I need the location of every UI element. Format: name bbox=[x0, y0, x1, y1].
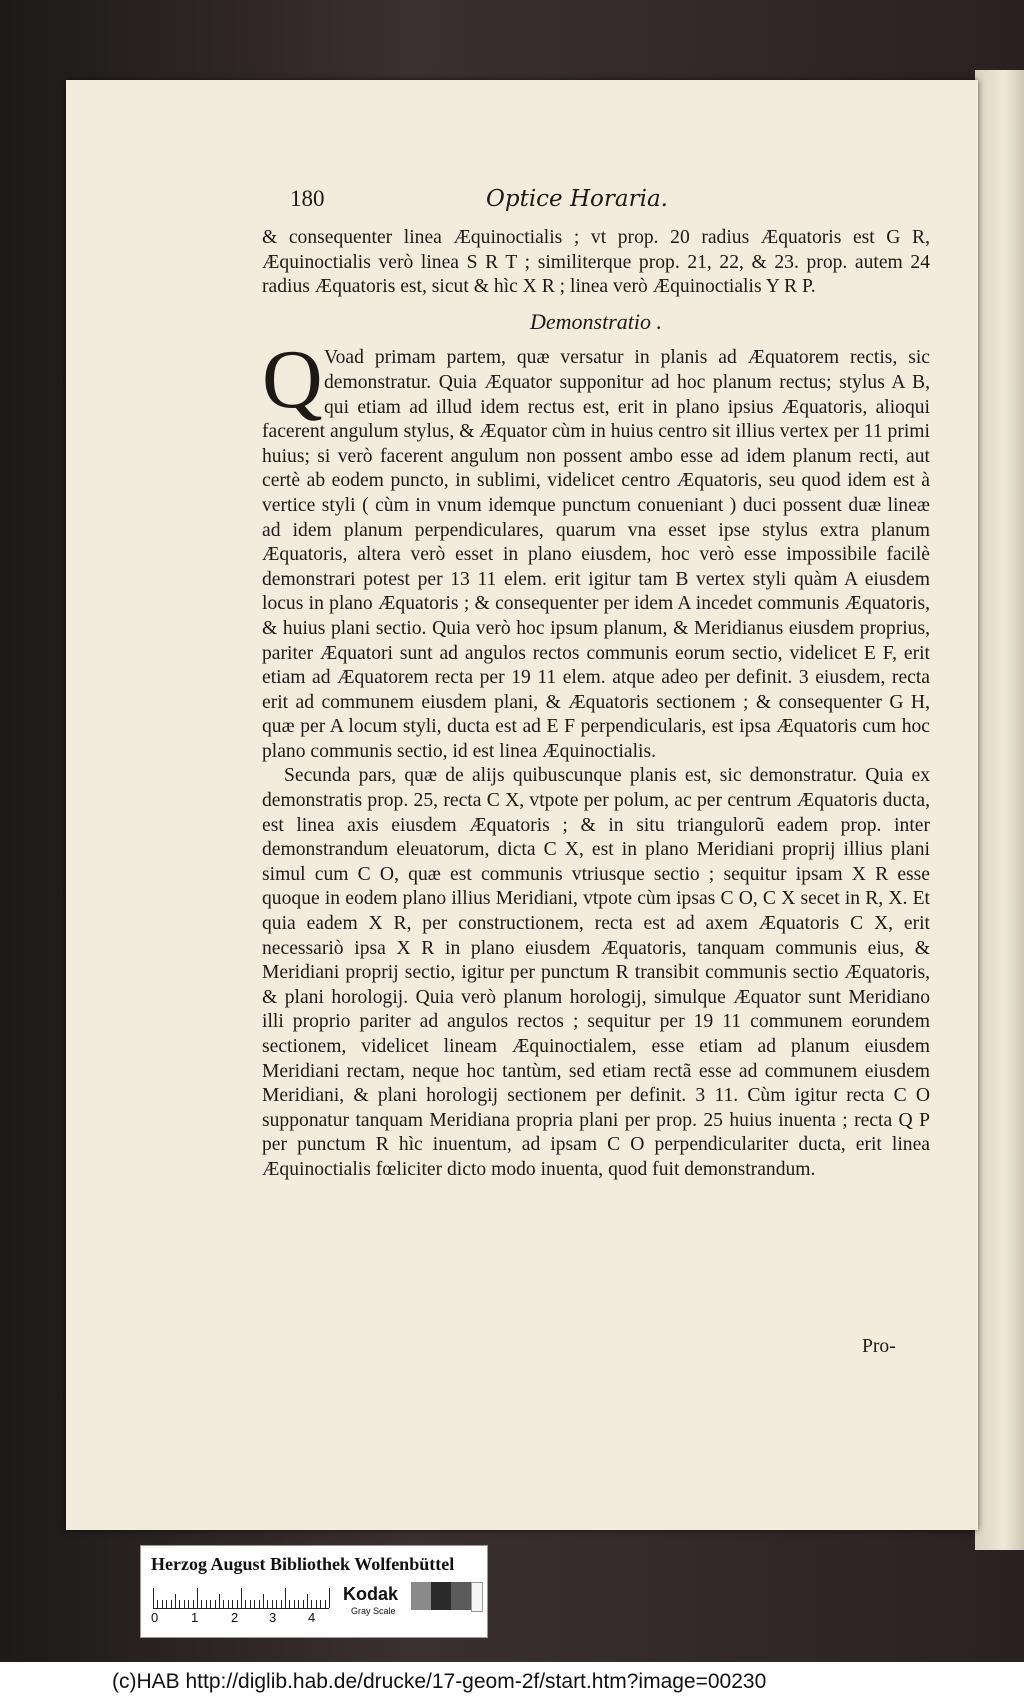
drop-cap: Q bbox=[262, 333, 323, 427]
scale-number: 0 bbox=[151, 1610, 159, 1625]
second-paragraph: Secunda pars, quæ de alijs quibuscunque planis est, sic demonstratur. Quia ex demonstratis prop. 25, recta C X, vtpote per polum, ac per centrum Æquatoris ducta, est linea axis eiusdem Æquatoris ; & in situ triangulorũ eadem prop. inter demonstrandum eleuatorum, dicta C X, est in plano Meridiani proprij illius plani simul cum C O, quæ est communis vtriusque sectio ; sequitur ipsam X R esse quoque in eodem plano illius Meridiani, vtpote cùm ipsas C O, C X secet in R, X. Et quia eadem X R, per constructionem, recta est ad axem Æquatoris C X, erit necessariò ipsa X R in plano eiusdem Æquatoris, tanquam communis eius, & Meridiani proprij sectio, igitur per punctum R transibit communis sectio Æquatoris, & plani horologij. Quia verò planum horologij, simulque Æquator sunt Meridiano illi proprio pariter ad angulos rectos ; sequitur per 19 11 communem eorundem sectionem, videlicet lineam Æquinoctialem, esse etiam ad planum eiusdem Meridiani rectam, neque hoc tantùm, sed etiam rectã esse ad communem eiusdem Meridiani, & plani horologij sectionem per definit. 3 11. Cùm igitur recta C O supponatur tanquam Meridiana propria plani per prop. 25 huius inuenta ; recta Q P per punctum R hìc inuentum, ad ipsam C O perpendiculariter ducta, erit linea Æquinoctialis fœliciter dicto modo inuenta, quod fuit demonstrandum. bbox=[262, 765, 930, 1180]
ruler-tick bbox=[232, 1600, 233, 1608]
ruler-tick bbox=[281, 1600, 282, 1608]
library-label bbox=[140, 1545, 488, 1638]
ruler-tick bbox=[201, 1600, 202, 1608]
ruler-tick bbox=[228, 1600, 229, 1608]
facing-page-edge bbox=[975, 70, 1024, 1550]
ruler-tick bbox=[294, 1600, 295, 1608]
gray-swatch bbox=[471, 1582, 483, 1612]
ruler-tick bbox=[188, 1600, 189, 1608]
ruler-tick bbox=[311, 1600, 312, 1608]
scale-number: 4 bbox=[308, 1610, 316, 1625]
footer-bar bbox=[0, 1662, 1024, 1702]
ruler-tick bbox=[285, 1588, 286, 1608]
ruler-tick bbox=[307, 1594, 308, 1608]
gray-swatch bbox=[431, 1582, 451, 1610]
ruler-tick bbox=[259, 1600, 260, 1608]
ruler-tick bbox=[329, 1588, 330, 1608]
ruler-tick bbox=[316, 1600, 317, 1608]
ruler-tick bbox=[223, 1600, 224, 1608]
ruler-tick bbox=[210, 1600, 211, 1608]
kodak-logo: Kodak bbox=[343, 1584, 399, 1604]
intro-paragraph: & consequenter linea Æquinoctialis ; vt prop. 20 radius Æquatoris est G R, Æquinoctialis verò linea S R T ; similiterque prop. 21, 22, & 23. prop. autem 24 radius Æquatoris est, sicut & hìc X R ; linea verò Æquinoctialis Y R P. bbox=[262, 227, 930, 298]
ruler-tick bbox=[215, 1600, 216, 1608]
first-paragraph bbox=[262, 333, 930, 764]
ruler-tick bbox=[267, 1600, 268, 1608]
scale-number: 3 bbox=[269, 1610, 277, 1625]
ruler-tick bbox=[219, 1594, 220, 1608]
ruler-tick bbox=[193, 1600, 194, 1608]
gray-swatch bbox=[451, 1582, 471, 1610]
copyright-url: (c)HAB http://diglib.hab.de/drucke/17-geom-2f/start.htm?image=00230 bbox=[112, 1670, 767, 1693]
ruler-tick bbox=[162, 1600, 163, 1608]
ruler-tick bbox=[245, 1600, 246, 1608]
page-number: 180 bbox=[290, 186, 325, 211]
ruler-tick bbox=[197, 1588, 198, 1608]
ruler-tick bbox=[298, 1600, 299, 1608]
ruler-tick bbox=[263, 1594, 264, 1608]
ruler-tick bbox=[237, 1600, 238, 1608]
ruler-tick bbox=[272, 1600, 273, 1608]
first-paragraph-text: Voad primam partem, quæ versatur in planis ad Æquatorem rectis, sic demonstratur. Quia Æquator supponitur ad hoc planum rectus; stylus A B, qui etiam ad illud idem rectus est, erit in plano ipsius Æquatoris, alioqui facerent angulum stylus, & Æquator cùm in huius centro sit illius vertex per 11 primi huius; si verò facerent angulum non possent ambo esse ad idem planum recti, aut certè ab eodem puncto, in sublimi, videlicet centro Æquatoris, seu quod idem est à vertice styli ( cùm in vnum idemque punctum conueniant ) duci possent duæ lineæ ad idem planum perpendiculares, quarum vna esset ipse stylus extra planum Æquatoris, altera verò esset in plano eiusdem, hoc verò esse impossibile facilè demonstrari potest per 13 11 elem. erit igitur tam B vertex styli quàm A eiusdem locus in plano Æquatoris ; & consequenter per idem A incedet communis Æquatoris, & huius plani sectio. Quia verò hoc ipsum planum, & Meridianus eiusdem proprius, pariter Æquatori sunt ad angulos rectos communis eorum sectio, videlicet E F, erit etiam ad Æquatorem recta per 19 11 elem. atque adeo per definit. 3 eiusdem, recta erit ad communem eiusdem plani, & Æquatoris sectionem ; & consequenter G H, quæ per A locum styli, ducta est ad E F perpendicularis, est ipsa Æquatoris cum hoc plano communis sectio, id est linea Æquinoctialis. bbox=[262, 347, 930, 762]
ruler-tick bbox=[171, 1600, 172, 1608]
ruler-tick bbox=[303, 1600, 304, 1608]
label-title: Herzog August Bibliothek Wolfenbüttel bbox=[151, 1554, 455, 1574]
ruler-tick bbox=[175, 1594, 176, 1608]
scale-ruler bbox=[153, 1586, 329, 1609]
catchword: Pro- bbox=[862, 1336, 896, 1357]
scale-number: 2 bbox=[231, 1610, 239, 1625]
ruler-tick bbox=[179, 1600, 180, 1608]
section-heading: Demonstratio . bbox=[530, 308, 662, 334]
ruler-tick bbox=[157, 1600, 158, 1608]
ruler-tick bbox=[153, 1588, 154, 1608]
text-block bbox=[262, 226, 930, 1183]
kodak-subtitle: Gray Scale bbox=[351, 1606, 396, 1616]
ruler-tick bbox=[320, 1600, 321, 1608]
ruler-tick bbox=[184, 1600, 185, 1608]
ruler-tick bbox=[276, 1600, 277, 1608]
ruler-tick bbox=[206, 1600, 207, 1608]
ruler-tick bbox=[254, 1600, 255, 1608]
scale-number: 1 bbox=[191, 1610, 199, 1625]
running-head bbox=[290, 186, 690, 220]
running-title: Optice Horaria. bbox=[486, 186, 668, 212]
ruler-tick bbox=[241, 1588, 242, 1608]
ruler-tick bbox=[166, 1600, 167, 1608]
ruler-tick bbox=[289, 1600, 290, 1608]
gray-swatch bbox=[411, 1582, 431, 1610]
ruler-tick bbox=[250, 1600, 251, 1608]
ruler-tick bbox=[325, 1600, 326, 1608]
